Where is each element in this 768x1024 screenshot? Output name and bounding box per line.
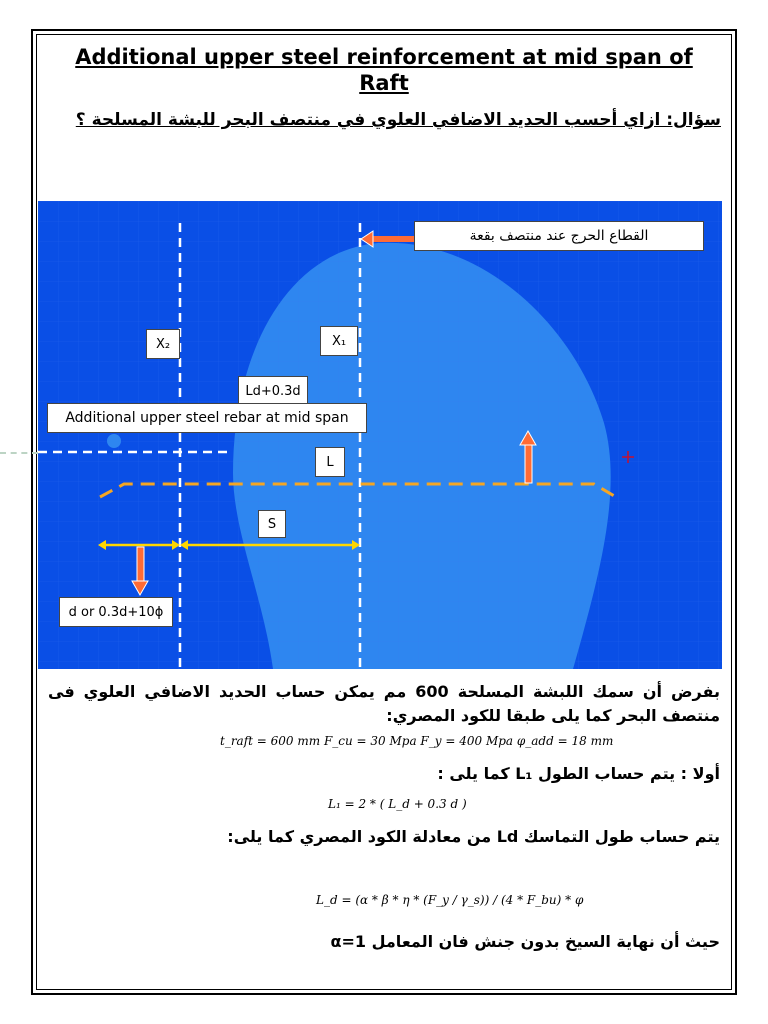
- side-dash-line: [0, 452, 38, 454]
- step-3: حيث أن نهاية السيخ بدون جنش فان المعامل α=1: [330, 932, 720, 951]
- critical-section-label: القطاع الحرج عند منتصف بقعة: [414, 221, 704, 251]
- equation-ld: L_d = (α * β * η * (F_y / γ_s)) / (4 * F_bu) * φ: [316, 893, 584, 907]
- question-heading: سؤال: ازاي أحسب الحديد الاضافي العلوي في منتصف البحر للبشة المسلحة ؟: [75, 110, 721, 130]
- step-1: أولا : يتم حساب الطول L₁ كما يلى :: [437, 764, 720, 783]
- x1-label: X₁: [320, 326, 358, 356]
- step-2: يتم حساب طول التماسك Ld من معادلة الكود المصري كما يلى:: [227, 827, 720, 846]
- paragraph-1: بفرض أن سمك اللبشة المسلحة 600 مم يمكن حساب الحديد الاضافي العلوي فى منتصف البحر كما يلى طبقا للكود المصري:: [48, 682, 721, 725]
- s-label: S: [258, 510, 286, 538]
- equation-l1: L₁ = 2 * ( L_d + 0.3 d ): [328, 797, 467, 811]
- equation-parameters: t_raft = 600 mm F_cu = 30 Mpa F_y = 400 Mpa φ_add = 18 mm: [220, 734, 614, 748]
- ld-label: Ld+0.3d: [238, 376, 308, 406]
- page-title: Additional upper steel reinforcement at mid span of Raft: [75, 45, 693, 95]
- l-label: L: [315, 447, 345, 477]
- d-label: d or 0.3d+10ϕ: [59, 597, 173, 627]
- rebar-label: Additional upper steel rebar at mid span: [47, 403, 367, 433]
- small-blob: [107, 434, 121, 448]
- x2-label: X₂: [146, 329, 180, 359]
